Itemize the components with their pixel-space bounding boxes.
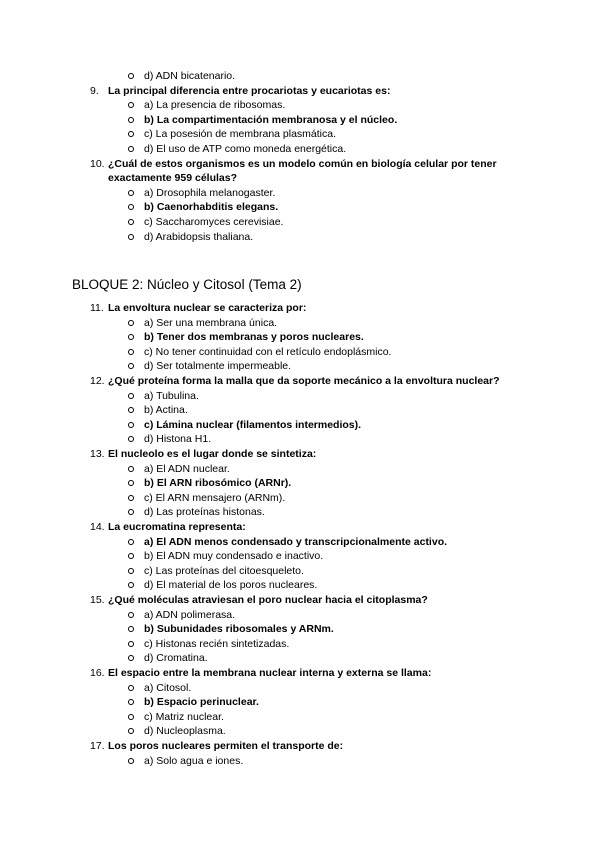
bullet-circle-icon <box>128 320 134 326</box>
bullet-circle-icon <box>128 117 134 123</box>
correct-option-text: b) La compartimentación membranosa y el núcleo. <box>144 113 398 126</box>
bullet-circle-icon <box>128 655 134 661</box>
bullet-circle-icon <box>128 234 134 240</box>
option-text: c) Matriz nuclear. <box>144 710 224 723</box>
bullet-circle-icon <box>128 495 134 501</box>
bullet-circle-icon <box>128 363 134 369</box>
option-text: b) El ADN muy condensado e inactivo. <box>144 550 324 563</box>
question-number: 14. <box>90 521 105 533</box>
question-number: 9. <box>90 84 99 97</box>
bullet-circle-icon <box>128 422 134 428</box>
question-text: Los poros nucleares permiten el transporte de: <box>108 740 344 752</box>
option-text: a) Tubulina. <box>144 389 199 402</box>
bullet-circle-icon <box>128 553 134 559</box>
question-text: El nucleolo es el lugar donde se sintetiza: <box>108 448 317 460</box>
option-text: d) Histona H1. <box>144 433 212 446</box>
bullet-circle-icon <box>128 334 134 340</box>
bullet-circle-icon <box>128 612 134 618</box>
question-text: ¿Cuál de estos organismos es un modelo común en biología celular por tener <box>108 157 497 170</box>
option-text: d) El uso de ATP como moneda energética. <box>144 143 347 155</box>
option-text: c) Saccharomyces cerevisiae. <box>144 216 284 228</box>
option-text: a) Drosophila melanogaster. <box>144 186 276 199</box>
bullet-circle-icon <box>128 204 134 210</box>
option-text: d) El material de los poros nucleares. <box>144 579 318 592</box>
option-text: d) ADN bicatenario. <box>144 70 236 82</box>
bullet-circle-icon <box>128 685 134 691</box>
option-text: d) Nucleoplasma. <box>144 725 226 738</box>
question-number: 10. <box>90 157 105 170</box>
option-text: b) Actina. <box>144 404 188 417</box>
question-text: La envoltura nuclear se caracteriza por: <box>108 302 307 314</box>
option-text: c) No tener continuidad con el retículo endoplásmico. <box>144 345 392 358</box>
option-text: a) ADN polimerasa. <box>144 608 236 621</box>
bullet-circle-icon <box>128 73 134 79</box>
bullet-circle-icon <box>128 714 134 720</box>
bullet-circle-icon <box>128 568 134 574</box>
question-text: exactamente 959 células? <box>108 172 237 185</box>
question-number: 11. <box>90 302 104 314</box>
correct-option-text: a) El ADN menos condensado y transcripcionalmente activo. <box>144 535 448 548</box>
question-text: ¿Qué proteína forma la malla que da soporte mecánico a la envoltura nuclear? <box>108 375 500 387</box>
bullet-circle-icon <box>128 407 134 413</box>
question-text: El espacio entre la membrana nuclear interna y externa se llama: <box>108 667 432 679</box>
bullet-circle-icon <box>128 436 134 442</box>
option-text: c) Las proteínas del citoesqueleto. <box>144 564 304 577</box>
question-text: La principal diferencia entre procariotas y eucariotas es: <box>108 84 391 97</box>
option-text: d) Arabidopsis thaliana. <box>144 230 254 243</box>
bullet-circle-icon <box>128 758 134 764</box>
bullet-circle-icon <box>128 102 134 108</box>
option-text: c) Histonas recién sintetizadas. <box>144 637 290 650</box>
question-number: 16. <box>90 667 105 679</box>
question-number: 12. <box>90 375 105 387</box>
bullet-circle-icon <box>128 393 134 399</box>
bullet-circle-icon <box>128 641 134 647</box>
option-text: a) Citosol. <box>144 681 192 694</box>
bullet-circle-icon <box>128 539 134 545</box>
block-heading: BLOQUE 2: Núcleo y Citosol (Tema 2) <box>72 277 302 292</box>
bullet-circle-icon <box>128 349 134 355</box>
bullet-circle-icon <box>128 190 134 196</box>
correct-option-text: b) El ARN ribosómico (ARNr). <box>144 477 292 490</box>
option-text: c) La posesión de membrana plasmática. <box>144 128 337 141</box>
option-text: d) Ser totalmente impermeable. <box>144 360 292 373</box>
question-number: 13. <box>90 448 105 460</box>
bullet-circle-icon <box>128 131 134 137</box>
option-text: a) Solo agua e iones. <box>144 754 244 767</box>
correct-option-text: b) Espacio perinuclear. <box>144 696 259 709</box>
bullet-circle-icon <box>128 626 134 632</box>
bullet-circle-icon <box>128 480 134 486</box>
bullet-circle-icon <box>128 219 134 225</box>
bullet-circle-icon <box>128 728 134 734</box>
option-text: a) El ADN nuclear. <box>144 462 230 475</box>
bullet-circle-icon <box>128 509 134 515</box>
option-text: a) La presencia de ribosomas. <box>144 99 286 112</box>
option-text: d) Cromatina. <box>144 652 208 665</box>
option-text: c) El ARN mensajero (ARNm). <box>144 491 286 504</box>
correct-option-text: b) Subunidades ribosomales y ARNm. <box>144 623 334 636</box>
bullet-circle-icon <box>128 466 134 472</box>
question-text: ¿Qué moléculas atraviesan el poro nuclear hacia el citoplasma? <box>108 594 428 606</box>
question-number: 15. <box>90 594 105 606</box>
correct-option-text: b) Tener dos membranas y poros nucleares. <box>144 331 364 344</box>
bullet-circle-icon <box>128 582 134 588</box>
question-text: La eucromatina representa: <box>108 521 246 533</box>
question-number: 17. <box>90 740 105 752</box>
bullet-circle-icon <box>128 146 134 152</box>
option-text: d) Las proteínas histonas. <box>144 506 265 519</box>
correct-option-text: b) Caenorhabditis elegans. <box>144 201 279 214</box>
option-text: a) Ser una membrana única. <box>144 316 278 329</box>
bullet-circle-icon <box>128 699 134 705</box>
correct-option-text: c) Lámina nuclear (filamentos intermedios). <box>144 418 362 431</box>
